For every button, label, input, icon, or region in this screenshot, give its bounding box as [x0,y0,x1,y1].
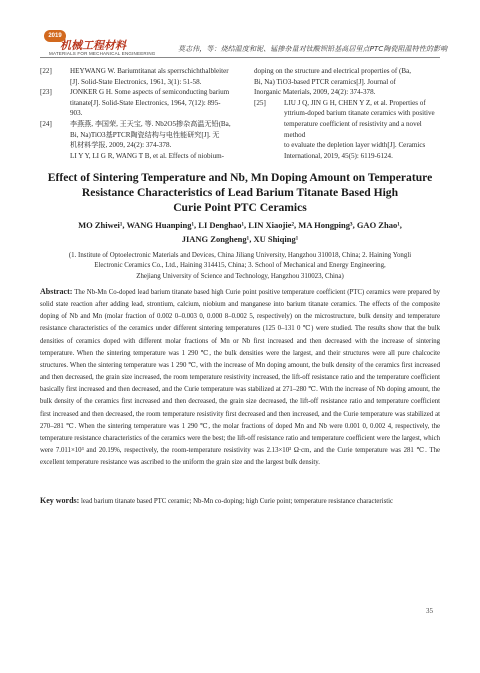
paper-title [40,170,440,216]
reference-line: [J]. Solid-State Electronics, 1961, 3(1): 51-58. [70,77,202,86]
reference-line: titanate[J]. Solid-State Electronics, 1964, 7(12): 895- [70,98,221,107]
authors-line: JIANG Zongheng¹, XU Shiqing¹ [181,234,299,245]
journal-name-cn: 机械工程材料 [60,39,126,52]
abstract-label: Abstract: [40,287,73,296]
author-list [40,218,440,246]
reference-line: JONKER G H. Some aspects of semiconducting barium [70,88,230,97]
reference-number: [23] [40,88,52,97]
page-header [0,0,480,58]
reference-line: LI Y Y, LI G R, WANG T B, et al. Effects of niobium- [70,151,225,160]
reference-line: 机材料学报, 2009, 24(2): 374-378. [70,141,172,150]
reference-23 [40,87,248,119]
abstract [40,286,440,469]
affiliations [56,251,424,282]
affiliation-line: (1. Institute of Optoelectronic Materials and Devices, China Jiliang University, Hangzhou 310018, China; 2. Haining Yongli [68,252,412,259]
reference-line: LIU J Q, JIN G H, CHEN Y Z, et al. Properties of [284,98,426,107]
reference-number: [25] [254,98,266,107]
reference-line: to evaluate the depletion layer width[J]. Ceramics [284,141,426,150]
authors-line: MO Zhiwei¹, WANG Huanping¹, LI Denghao¹, LIN Xiaojie², MA Hongping³, GAO Zhao¹, [78,220,402,230]
page-number: 35 [426,607,433,615]
journal-logo-badge: 2019 [44,30,66,42]
reference-line: Bi, Na)TiO3基PTCR陶瓷结构与电性能研究[J]. 无 [70,130,220,139]
reference-line: International, 2019, 45(5): 6119-6124. [284,151,393,160]
reference-continued-line: Inorganic Materials, 2009, 24(2): 374-378. [254,88,376,97]
keywords [40,495,440,508]
reference-line: yttrium-doped barium titanate ceramics with positive [284,109,435,118]
reference-line: temperature coefficient of resistivity and a novel method [284,119,422,139]
reference-24 [40,119,248,161]
title-line: Effect of Sintering Temperature and Nb, Mn Doping Amount on Temperature [47,171,433,184]
title-line: Resistance Characteristics of Lead Barium Titanate Based High [81,186,399,200]
affiliation-line: Electronic Ceramics Co., Ltd., Haining 314415, China; 3. School of Mechanical and Energy Engineering, [94,262,386,270]
header-divider [40,57,440,58]
affiliation-line: Zhejiang University of Science and Technology, Hangzhou 310023, China) [136,272,344,280]
keywords-label: Key words: [40,496,80,505]
reference-line: HEYWANG W. Bariumtitanat als sperrschichthalbleiter [70,67,229,75]
abstract-text: The Nb-Mn Co-doped lead barium titanate based high Curie point positive temperature coefficient (PTC) ceramics were prepared by solid state reaction after adding lead, strontium, calcium, niobium and manganese into barium titanate ceramics. The effects of the composite doping of Nb and Mn (molar fraction of 0.002 0–0.003 0, 0.000 8–0.002 5, respectively) on the microstructure, bulk density and temperature resistance characteristics of the ceramics under different sintering temperatures (125 0–131 0 ℃) were studied. The results show that the bulk densities of ceramics doped with different molar fractions of Mn or Nb first increased and then decreased with the increase of sintering temperature. When the sintering temperature was 1 290 ℃, the bulk densities were the largest, and their structures were all pure chalcocite structures. When the sintering temperature was 1 290 ℃, with the increase of Mn doping amount, the bulk density of the ceramics first increased and then decreased, the grain size increased, the room temperature resistivity increased, the lift-off resistance ratio and the temperature coefficient basically first increased and then decreased, and the Curie temperature was stabilized at 271–280 ℃. With the increase of Nb doping amount, the bulk density of the ceramics first increased and then decreased, the grain size decreased, the lift-off resistance ratio and temperature coefficient first increased and then decreased, the room temperature resistivity first decreased and then increased, and the Curie temperature was stabilized at 270–281 ℃. When the sintering temperature was 1 290 ℃, the molar fractions of doped Mn and Nb were 0.001 0, 0.002 4, respectively, the temperature resistance characteristics of the ceramics were the best; the lift-off resistance ratio and temperature coefficient were the largest, which were 7.011×10³ and 20.19%, respectively, the room-temperature resistivity was 2.13×10³ Ω·cm, and the Curie temperature was 281 ℃. The excellent temperature resistance was ascribed to the uniform the grain size and the largest bulk density. [40,289,441,467]
reference-continued-line: doping on the structure and electrical properties of (Ba, [254,67,411,75]
reference-line: 903. [70,109,83,118]
title-line: Curie Point PTC Ceramics [173,201,307,215]
keywords-text: lead barium titanate based PTC ceramic; Nb-Mn co-doping; high Curie point; temperature resistance characteristic [81,498,394,505]
reference-number: [22] [40,67,52,75]
references-right-column [254,66,440,161]
running-title: 莫志伟，等：烧结温度和铌、锰掺杂量对钛酸钡铅基高居里点PTC陶瓷阻温特性的影响 [178,45,448,53]
reference-line: 李燕燕, 李国荣, 王天宝, 等. Nb2O5掺杂高温无铅(Ba, [70,119,231,128]
reference-continued-line: Bi, Na) TiO3-based PTCR ceramics[J]. Journal of [254,77,396,86]
references-left-column [40,66,248,161]
journal-name-en: MATERIALS FOR MECHANICAL ENGINEERING [49,51,156,56]
reference-25 [254,98,440,162]
reference-22 [40,66,248,87]
reference-number: [24] [40,119,52,128]
